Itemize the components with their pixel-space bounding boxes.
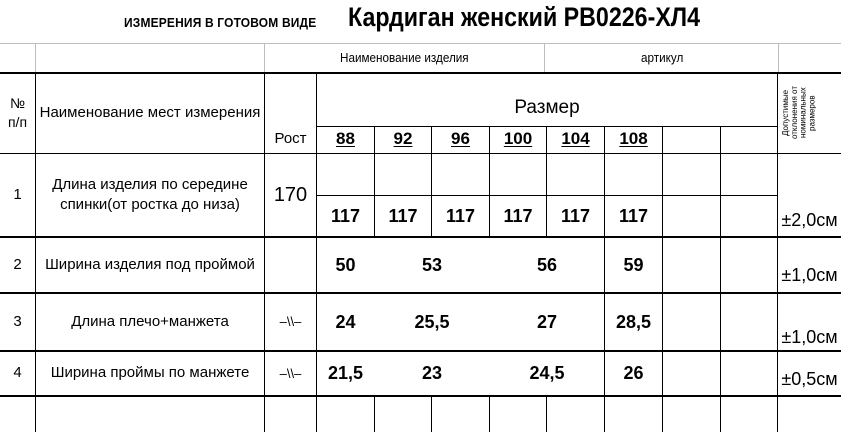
row1-value-88: 117 <box>330 205 361 226</box>
size-104: 104 <box>561 129 590 149</box>
row4-value-108: 26 <box>623 363 644 384</box>
size-96: 96 <box>451 129 470 149</box>
row4-value-88: 21,5 <box>327 363 364 384</box>
row1-value-104: 117 <box>560 205 591 226</box>
row4-tolerance: ±0,5см <box>781 369 838 390</box>
row2-tolerance: ±1,0см <box>781 264 838 285</box>
size-92: 92 <box>393 129 413 149</box>
article-label: артикул <box>641 50 684 65</box>
row1-value-92: 117 <box>388 205 418 226</box>
row1-name: Длина изделия по середине спинки(от ростка до низа) <box>52 175 248 213</box>
row3-value-92-96: 25,5 <box>414 311 450 332</box>
row4-name: Ширина проймы по манжете <box>50 364 250 382</box>
col-number-header: № п/п <box>7 95 28 130</box>
row2-value-100-104: 56 <box>536 254 558 275</box>
row4-value-100-104: 24,5 <box>529 363 565 384</box>
row1-value-100: 117 <box>503 205 533 226</box>
row3-name: Длина плечо+манжета <box>71 312 229 330</box>
row1-number: 1 <box>13 185 22 203</box>
col-height-header: Рост <box>274 130 307 148</box>
row1-value-108: 117 <box>618 205 649 226</box>
col-size-header: Размер <box>514 97 580 119</box>
col-tolerance-header: Допустимые отклонения от номинальных размеров <box>781 86 817 140</box>
row3-value-100-104: 27 <box>536 311 558 332</box>
row4-number: 4 <box>13 364 22 382</box>
row4-height-ditto: –\\– <box>279 365 302 381</box>
size-88: 88 <box>336 129 355 149</box>
row2-number: 2 <box>13 255 22 273</box>
row4-value-92-96: 23 <box>421 363 443 384</box>
size-108: 108 <box>619 129 648 149</box>
col-place-header: Наименование мест измерения <box>39 103 261 121</box>
row1-tolerance: ±2,0см <box>781 209 838 230</box>
row2-value-108: 59 <box>623 254 644 275</box>
row3-value-88: 24 <box>335 311 356 332</box>
measurements-label: ИЗМЕРЕНИЯ В ГОТОВОМ ВИДЕ <box>124 15 317 30</box>
row3-value-108: 28,5 <box>615 311 652 332</box>
row2-name: Ширина изделия под проймой <box>45 255 255 273</box>
row3-tolerance: ±1,0см <box>781 326 838 347</box>
product-name-label: Наименование изделия <box>340 50 469 65</box>
row1-value-96: 117 <box>445 205 476 226</box>
row2-value-88: 50 <box>335 254 356 275</box>
row2-value-92-96: 53 <box>421 254 443 275</box>
document-title: Кардиган женский РВ0226-ХЛ4 <box>348 2 701 32</box>
row1-height: 170 <box>273 183 308 206</box>
row3-height-ditto: –\\– <box>279 314 302 330</box>
row3-number: 3 <box>13 312 22 330</box>
size-100: 100 <box>503 129 533 149</box>
